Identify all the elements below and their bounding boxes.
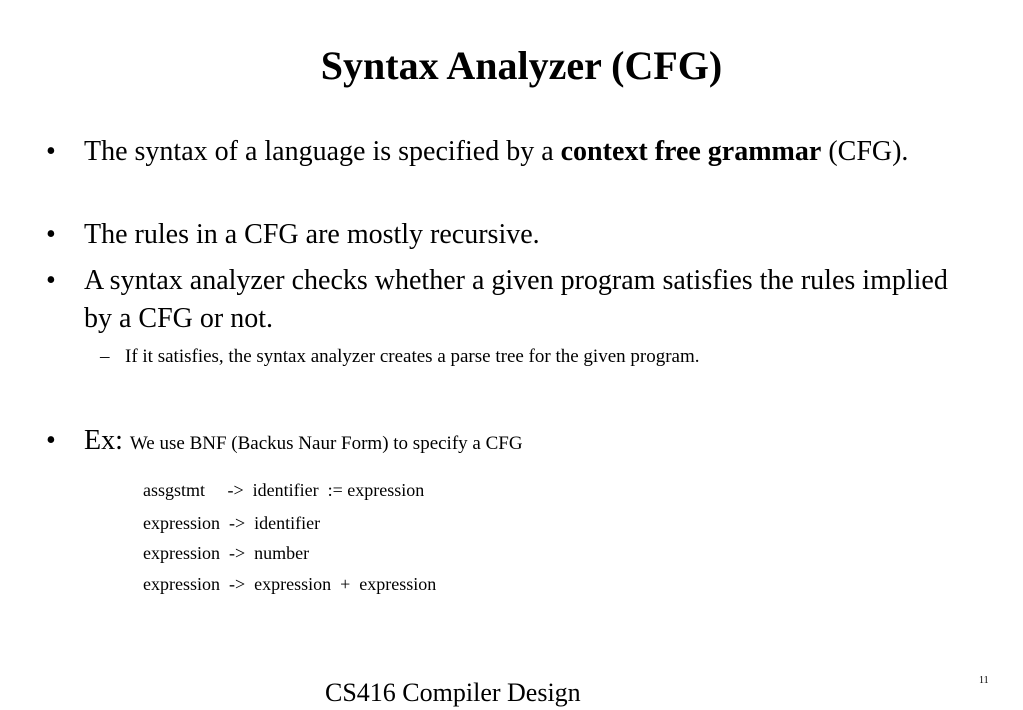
slide-footer: CS416 Compiler Design bbox=[325, 678, 581, 707]
grammar-rule: expression -> identifier bbox=[143, 513, 321, 533]
bullet-marker: • bbox=[46, 136, 56, 167]
bullet-marker: • bbox=[46, 219, 56, 250]
bullet-bold-term: context free grammar bbox=[560, 136, 822, 167]
grammar-rule: expression -> number bbox=[143, 543, 310, 563]
bullet-text: A syntax analyzer checks whether a given program satisfies the rules implied by a CFG or not. bbox=[84, 265, 948, 334]
example-label: Ex: bbox=[84, 425, 123, 456]
bullet-text-after: (CFG). bbox=[821, 136, 909, 167]
bullet-item-cfg-definition bbox=[46, 133, 976, 209]
bullet-marker: • bbox=[46, 265, 56, 296]
bullet-item-example bbox=[46, 422, 976, 460]
grammar-rule: expression -> expression + expression bbox=[143, 574, 437, 594]
page-number: 11 bbox=[979, 675, 989, 686]
slide-title: Syntax Analyzer (CFG) bbox=[320, 43, 723, 88]
example-description: We use BNF (Backus Naur Form) to specify a CFG bbox=[129, 433, 523, 454]
bullet-text bbox=[84, 133, 964, 171]
sub-bullet-marker: – bbox=[100, 346, 110, 367]
sub-bullet-text: If it satisfies, the syntax analyzer creates a parse tree for the given program. bbox=[125, 346, 700, 367]
bullet-marker: • bbox=[46, 425, 56, 456]
bullet-item-syntax-check bbox=[46, 262, 976, 338]
bullet-item-recursive-rules bbox=[46, 216, 976, 254]
grammar-rule: assgstmt -> identifier := expression bbox=[143, 480, 425, 500]
bullet-text: The rules in a CFG are mostly recursive. bbox=[84, 219, 540, 250]
bullet-text-before: The syntax of a language is specified by a bbox=[84, 136, 561, 167]
bullet-text bbox=[84, 422, 523, 463]
